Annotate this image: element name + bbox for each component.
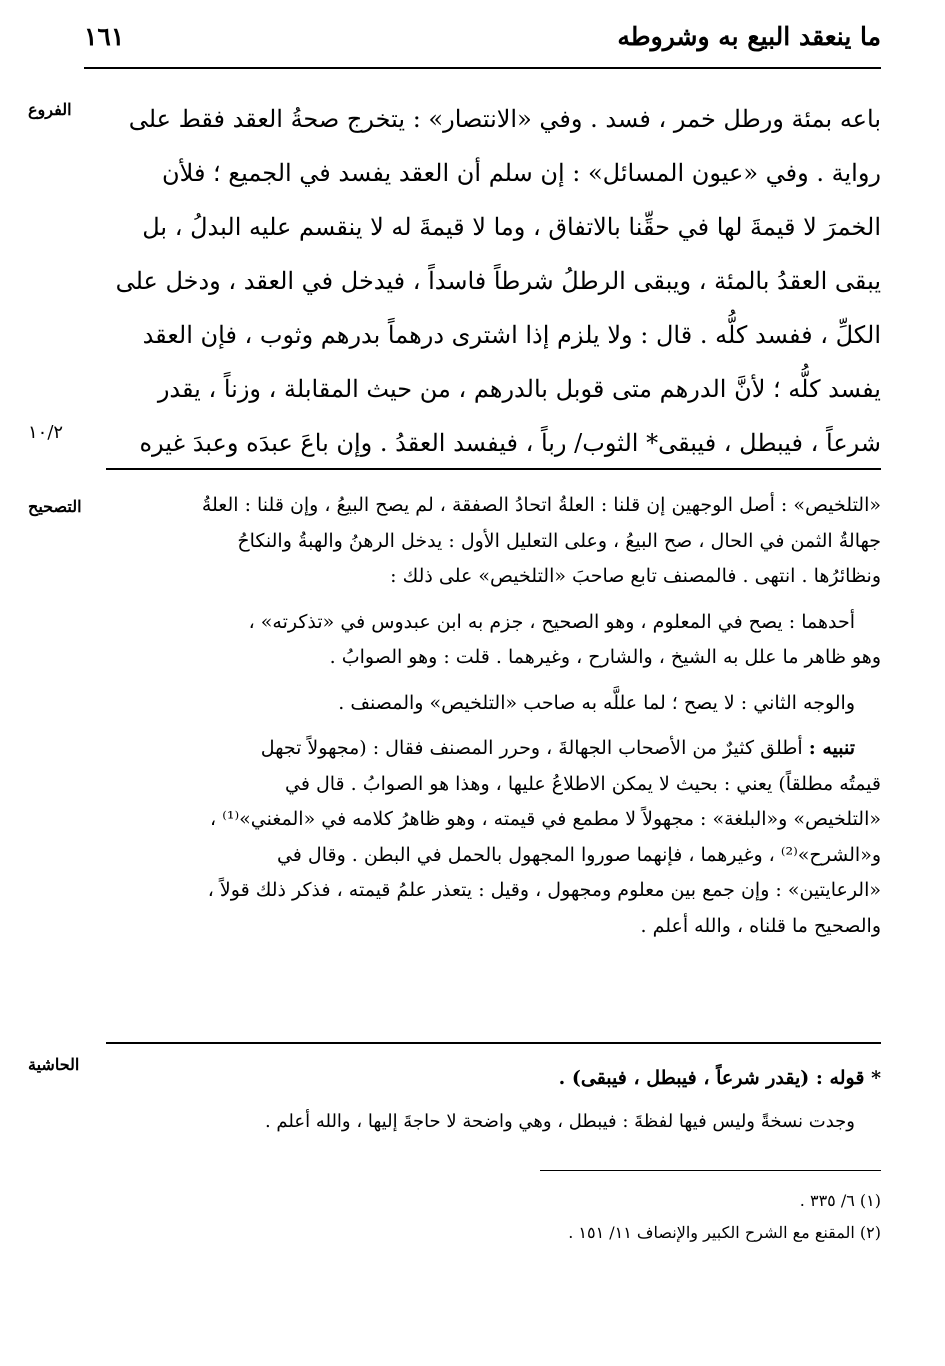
tashih-line: [106, 731, 881, 767]
running-head-title: ما ينعقد البيع به وشروطه: [617, 22, 881, 51]
main-line: الخمرَ لا قيمةَ لها في حقِّنا بالاتفاق ، وما لا قيمةَ له لا ينقسم عليه البدلُ ، بل: [142, 213, 881, 241]
tashih-line: والوجه الثاني : لا يصح ؛ لما عللَّه به صاحب «التلخيص» والمصنف .: [338, 691, 855, 714]
main-line: يفسد كلُّه ؛ لأنَّ الدرهم متى قوبل بالدرهم ، من حيث المقابلة ، وزناً ، يقدر: [157, 375, 881, 403]
tashih-line-text: أطلق كثيرٌ من الأصحاب الجهالةَ ، وحرر المصنف فقال : (مجهولاً تجهل: [260, 737, 803, 759]
tanbih-label: تنبيه :: [808, 737, 855, 759]
header-rule: [84, 67, 881, 69]
main-line: شرعاً ، فيبطل ، فيبقى* الثوب/ رباً ، فيفسد العقدُ . وإن باعَ عبدَه وعبدَ غيره: [139, 429, 881, 457]
tashih-line: أحدهما : يصح في المعلوم ، وهو الصحيح ، جزم به ابن عبدوس في «تذكرته» ،: [248, 610, 855, 633]
hashiya-label: قوله :: [815, 1067, 865, 1089]
tashih-text-block: [106, 488, 881, 944]
hashiya-quote: (يقدر شرعاً ، فيبطل ، فيبقى) .: [558, 1067, 810, 1089]
tashih-line: وهو ظاهر ما علل به الشيخ ، والشارح ، وغيرهما . قلت : وهو الصوابُ .: [329, 646, 881, 668]
tashih-line: و«الشرح»⁽²⁾ ، وغيرهما ، فإنهما صوروا المجهول بالحمل في البطن . وقال في: [276, 843, 881, 866]
tashih-line: «التلخيص» و«البلغة» : مجهولاً لا مطمع في قيمته ، وهو ظاهرُ كلامه في «المغني»⁽¹⁾ ،: [210, 808, 881, 830]
tashih-line: ونظائرُها . انتهى . فالمصنف تابع صاحبَ «التلخيص» على ذلك :: [390, 565, 881, 587]
footnote-rule: [540, 1170, 881, 1171]
tashih-line: «التلخيص» : أصل الوجهين إن قلنا : العلةُ اتحادُ الصفقة ، لم يصح البيعُ ، وإن قلنا : العلةُ: [201, 494, 881, 516]
main-text-block: [106, 92, 881, 470]
footnote-item: (٢) المقنع مع الشرح الكبير والإنصاف ١١/ ١٥١ .: [568, 1223, 881, 1242]
section-rule-tashih: [106, 468, 881, 470]
footnote-item: (١) ٦/ ٣٣٥ .: [799, 1191, 881, 1210]
margin-label-tashih: التصحيح: [28, 497, 82, 516]
tashih-line: جهالةُ الثمن في الحال ، صح البيعُ ، وعلى التعليل الأول : يدخل الرهنُ والهبةُ والنكاحُ: [237, 529, 881, 552]
main-line: يبقى العقدُ بالمئة ، ويبقى الرطلُ شرطاً فاسداً ، فيدخل في العقد ، ودخل على: [115, 267, 881, 295]
margin-label-hashiya: الحاشية: [28, 1055, 80, 1074]
section-rule-hashiya: [106, 1042, 881, 1044]
asterisk-marker: *: [871, 1067, 881, 1089]
margin-label-furu: الفروع: [28, 100, 72, 119]
hashiya-body: وجدت نسخةً وليس فيها لفظةَ : فيبطل ، وهي واضحة لا حاجةَ إليها ، والله أعلم .: [264, 1111, 855, 1132]
footnotes-block: [106, 1185, 881, 1249]
margin-ref-main: ١٠/٢: [28, 422, 64, 443]
tashih-line: والصحيح ما قلناه ، والله أعلم .: [640, 914, 881, 937]
main-line: باعه بمئة ورطل خمر ، فسد . وفي «الانتصار» : يتخرج صحةُ العقد فقط على: [128, 105, 881, 133]
main-line: رواية . وفي «عيون المسائل» : إن سلم أن العقد يفسد في الجميع ؛ فلأن: [162, 159, 881, 187]
tashih-line: «الرعايتين» : وإن جمع بين معلوم ومجهول ، وقيل : يتعذر علمُ قيمته ، فذكر ذلك قولاً ،: [207, 879, 881, 901]
hashiya-heading: [106, 1064, 881, 1092]
page-number: ١٦١: [84, 22, 125, 51]
tashih-line: قيمتُه مطلقاً) يعني : بحيث لا يمكن الاطلاعُ عليها ، وهذا هو الصوابُ . قال في: [284, 772, 881, 795]
main-line: الكلِّ ، ففسد كلُّه . قال : ولا يلزم إذا اشترى درهماً بدرهم وثوب ، فإن العقد: [142, 321, 881, 349]
hashiya-block: [106, 1064, 881, 1136]
